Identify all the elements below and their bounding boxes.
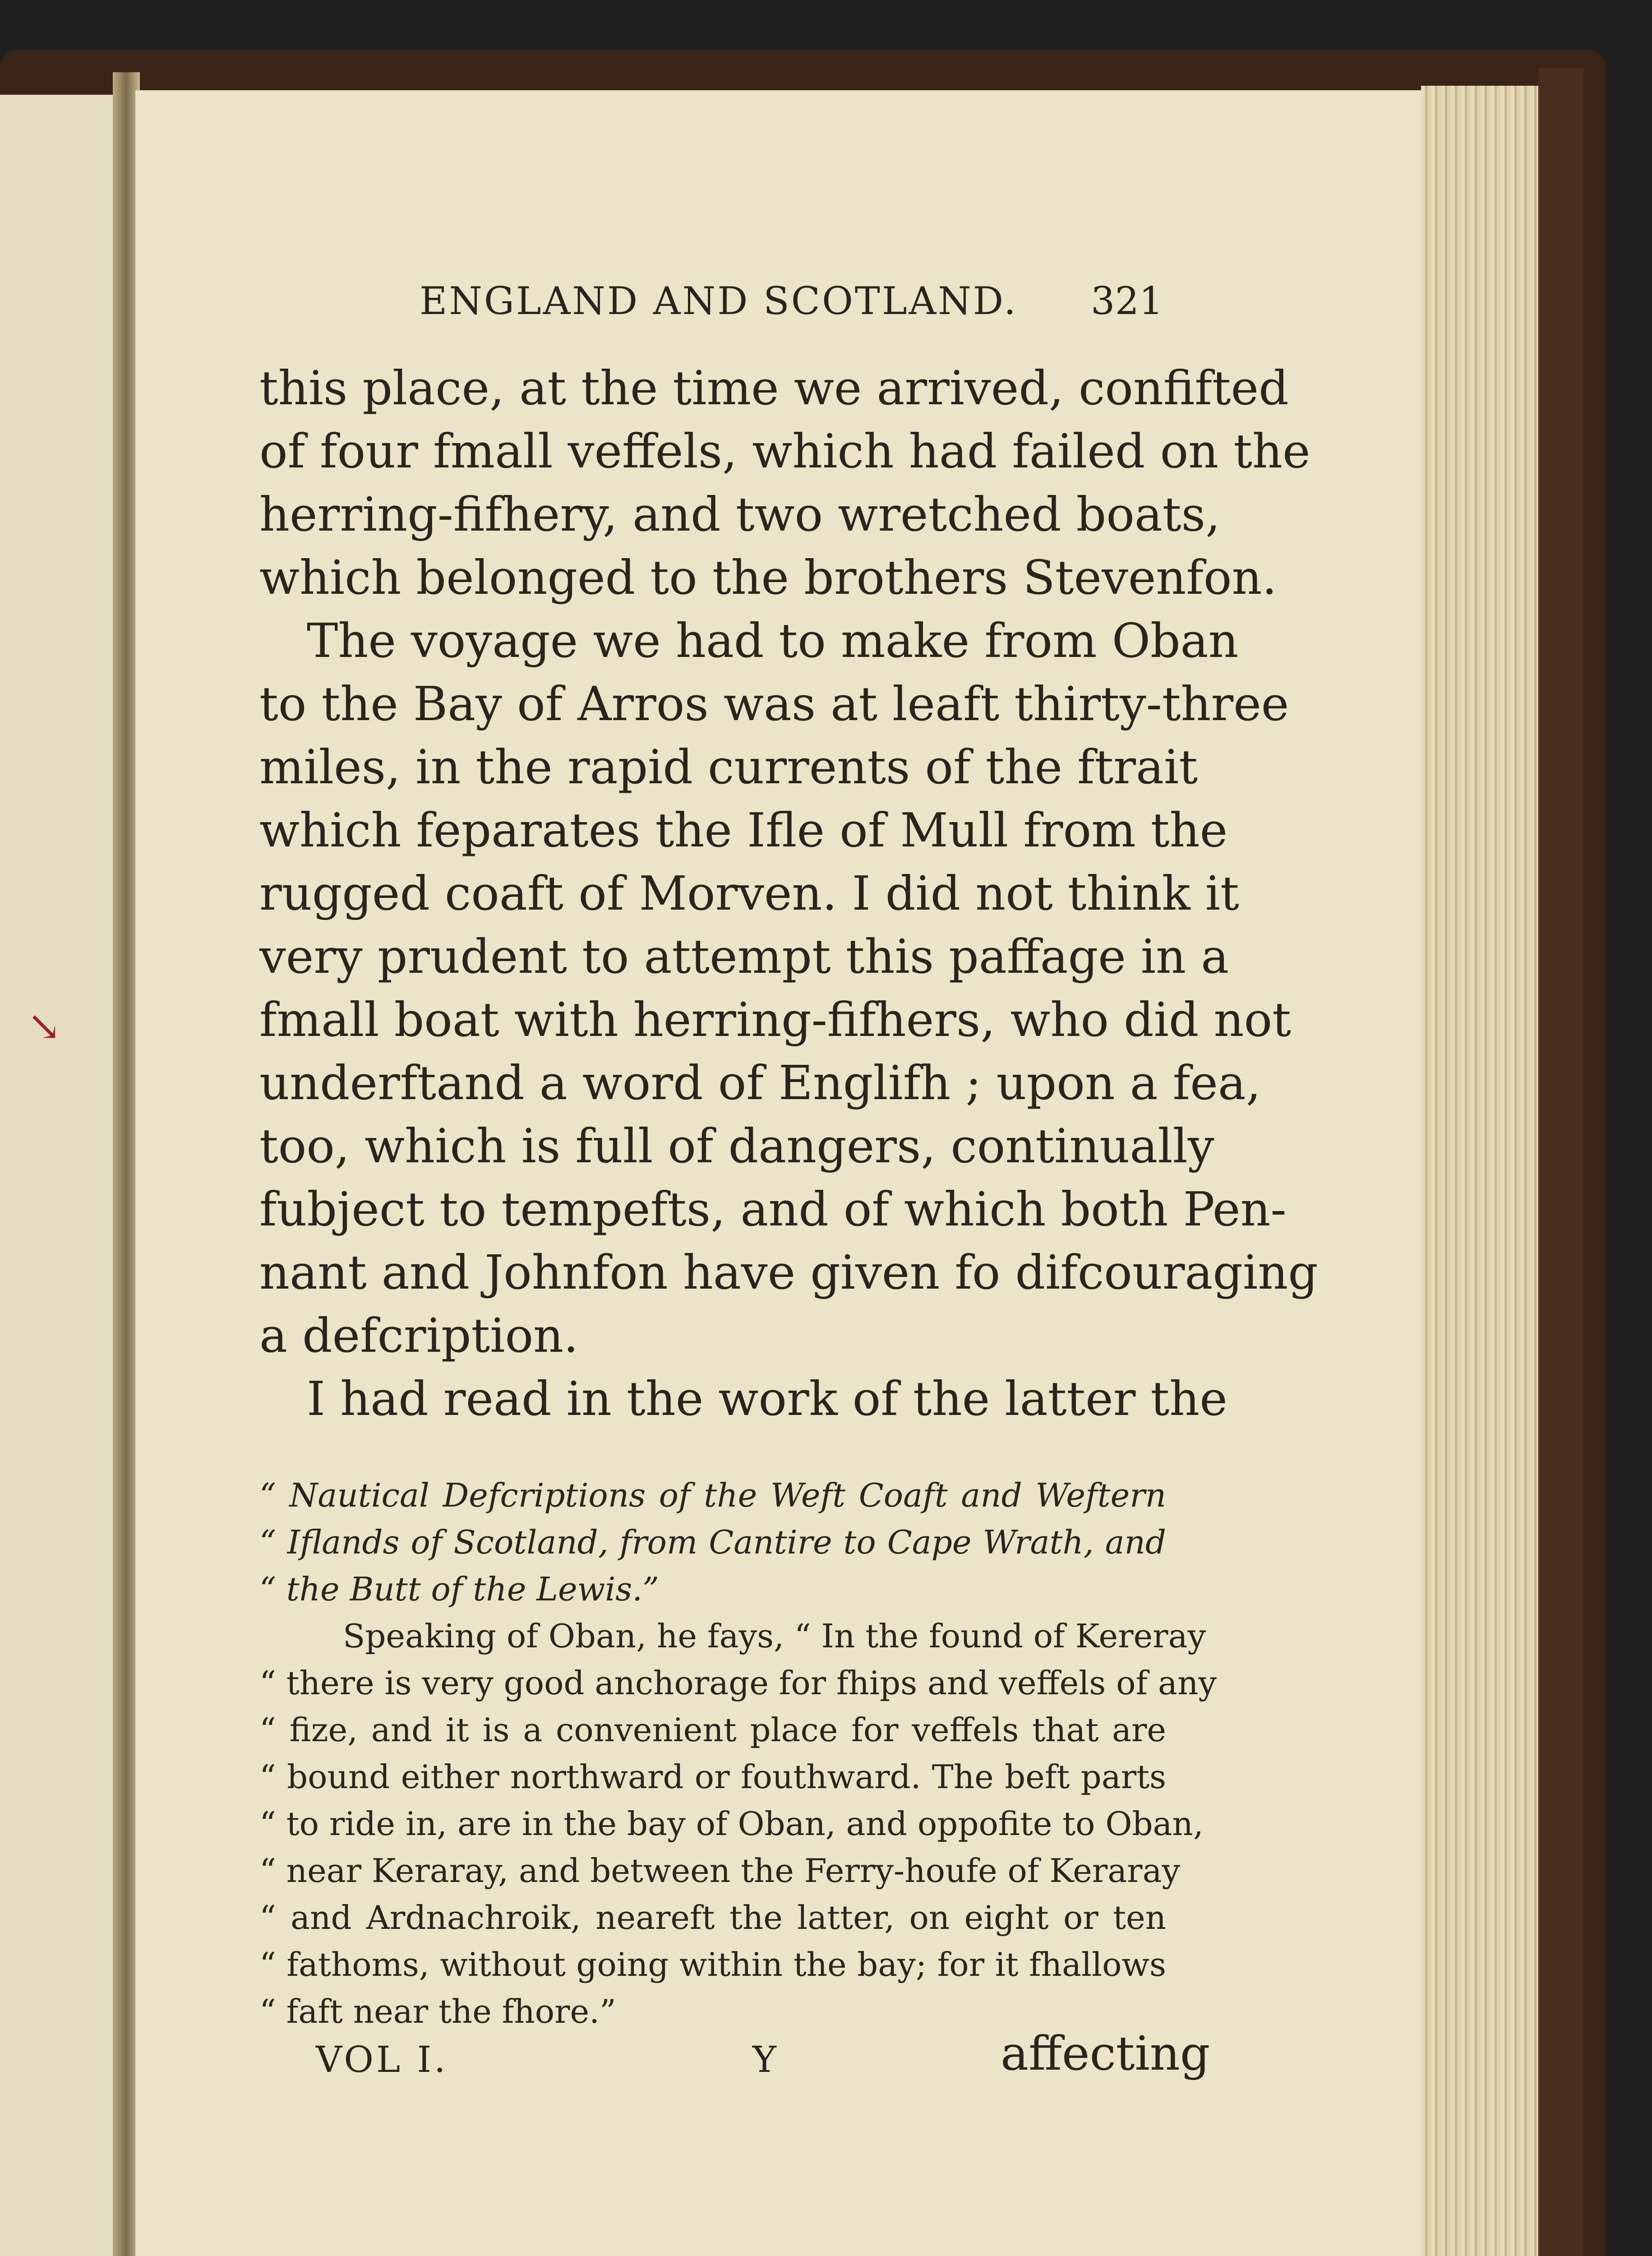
body-line: of four fmall veffels, which had failed on the <box>259 424 1311 479</box>
signature-letter: Y <box>752 2039 776 2080</box>
body-line: a defcription. <box>259 1308 579 1363</box>
body-line: which belonged to the brothers Stevenfon. <box>259 550 1277 605</box>
body-line: fubject to tempefts, and of which both Pen- <box>259 1182 1287 1237</box>
body-line: this place, at the time we arrived, confifted <box>259 361 1289 416</box>
footnote-line: “ faft near the fhore.” <box>259 1992 616 2030</box>
footnote-line: “ the Butt of the Lewis.” <box>259 1570 659 1608</box>
body-line: herring-fifhery, and two wretched boats, <box>259 487 1221 542</box>
footnote-line: “ and Ardnachroik, neareft the latter, on eight or ten <box>259 1899 1166 1937</box>
red-pencil-mark: ↘ <box>27 1003 61 1050</box>
body-line: miles, in the rapid currents of the ftrait <box>259 740 1198 795</box>
footnote-line: “ fize, and it is a convenient place for veffels that are <box>259 1711 1166 1749</box>
page-number: 321 <box>1091 279 1163 323</box>
catchword: affecting <box>1001 2026 1210 2081</box>
body-line: underftand a word of Englifh ; upon a fea, <box>259 1055 1261 1110</box>
body-line: I had read in the work of the latter the <box>307 1371 1227 1426</box>
body-line: which feparates the Ifle of Mull from the <box>259 803 1228 858</box>
body-line: fmall boat with herring-fifhers, who did not <box>259 992 1291 1047</box>
body-line: too, which is full of dangers, continually <box>259 1119 1214 1174</box>
footnote-line: “ there is very good anchorage for fhips and veffels of any <box>259 1664 1217 1702</box>
running-head: ENGLAND AND SCOTLAND. <box>420 279 1018 323</box>
body-line: The voyage we had to make from Oban <box>307 613 1239 668</box>
footnote-line: “ Iflands of Scotland, from Cantire to Cape Wrath, and <box>259 1523 1166 1561</box>
body-line: very prudent to attempt this paffage in a <box>259 929 1229 984</box>
cover-edge <box>1538 68 1583 2256</box>
body-line: to the Bay of Arros was at leaft thirty-three <box>259 676 1289 731</box>
body-line: nant and Johnfon have given fo difcouraging <box>259 1245 1318 1300</box>
page-edges <box>1421 86 1543 2256</box>
footnote-line: “ near Keraray, and between the Ferry-houfe of Keraray <box>259 1852 1181 1890</box>
signature-mark: VOL I. <box>316 2039 448 2080</box>
footnote-line: “ fathoms, without going within the bay; for it fhallows <box>259 1946 1166 1983</box>
footnote-line: “ to ride in, are in the bay of Oban, and oppofite to Oban, <box>259 1805 1204 1843</box>
footnote-line: “ Nautical Defcriptions of the Weft Coaft and Weftern <box>259 1476 1166 1514</box>
footnote-line: Speaking of Oban, he fays, “ In the found of Kereray <box>343 1617 1206 1655</box>
footnote-line: “ bound either northward or fouthward. The beft parts <box>259 1758 1166 1796</box>
body-line: rugged coaft of Morven. I did not think it <box>259 866 1239 921</box>
